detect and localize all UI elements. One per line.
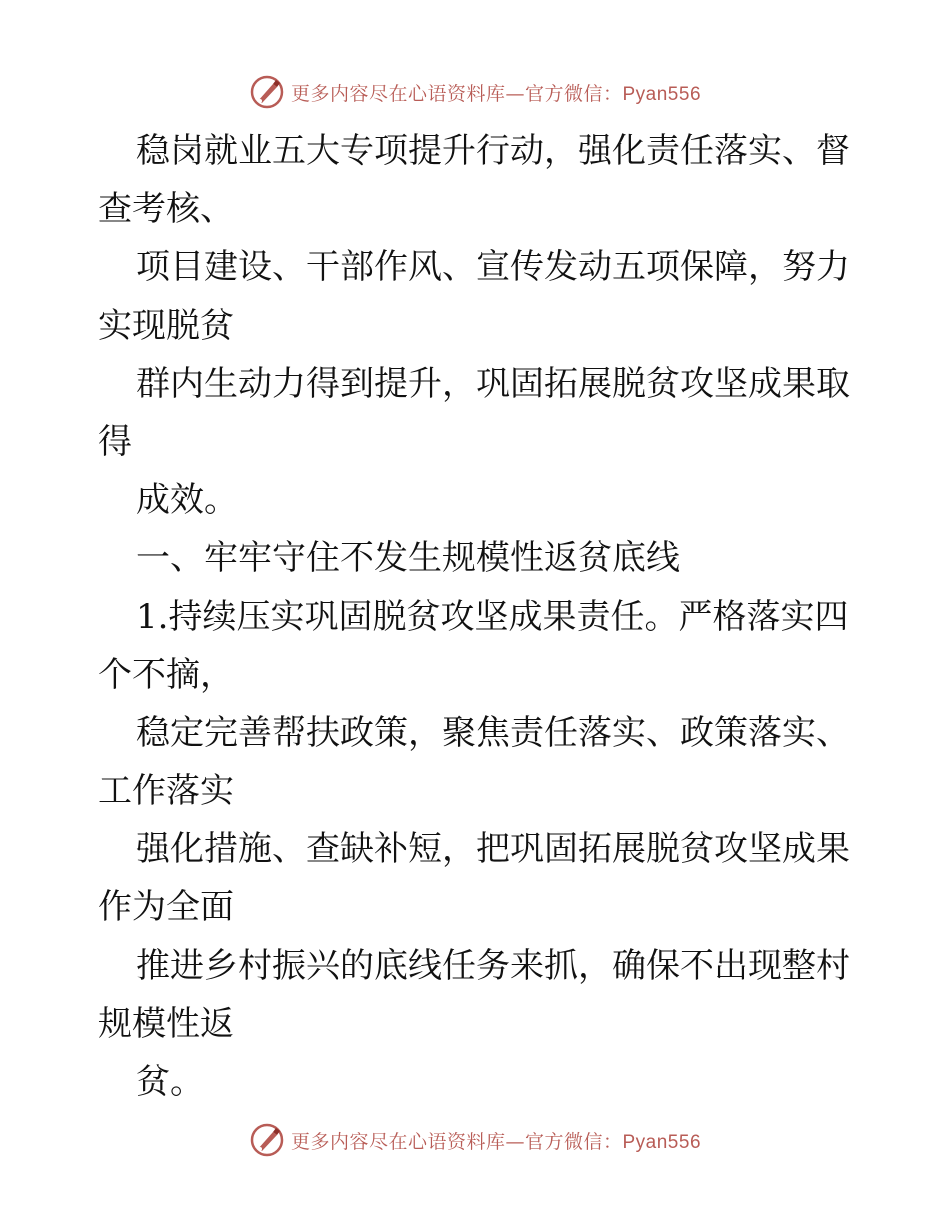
footer-watermark-text: 更多内容尽在心语资料库—官方微信：Pyan556	[290, 1130, 702, 1153]
document-body	[98, 122, 858, 1111]
header-watermark-banner	[0, 72, 950, 112]
text-line: 作为全面	[98, 887, 234, 928]
text-line: 规模性返	[98, 1003, 234, 1044]
text-line: 强化措施、查缺补短，把巩固拓展脱贫攻坚成果	[136, 829, 850, 870]
text-line: 工作落实	[98, 771, 234, 812]
pen-emblem-icon	[249, 1122, 285, 1158]
footer-watermark-banner	[0, 1120, 950, 1160]
text-line: 查考核、	[98, 189, 234, 230]
text-line: 1.持续压实巩固脱贫攻坚成果责任。严格落实四	[136, 596, 849, 637]
section-heading: 一、牢牢守住不发生规模性返贫底线	[136, 538, 680, 579]
text-line: 群内生动力得到提升，巩固拓展脱贫攻坚成果取	[136, 363, 850, 404]
text-line: 稳定完善帮扶政策，聚焦责任落实、政策落实、	[136, 712, 850, 753]
text-line: 贫。	[136, 1062, 204, 1102]
text-line: 实现脱贫	[98, 305, 234, 346]
text-line: 成效。	[136, 480, 238, 521]
text-line: 项目建设、干部作风、宣传发动五项保障，努力	[136, 247, 850, 288]
text-line: 推进乡村振兴的底线任务来抓，确保不出现整村	[136, 945, 850, 986]
pen-emblem-icon	[249, 74, 285, 110]
text-line: 得	[98, 421, 132, 462]
text-line: 稳岗就业五大专项提升行动，强化责任落实、督	[136, 131, 850, 171]
text-line: 个不摘，	[98, 654, 234, 695]
header-watermark-text: 更多内容尽在心语资料库—官方微信：Pyan556	[290, 82, 702, 105]
